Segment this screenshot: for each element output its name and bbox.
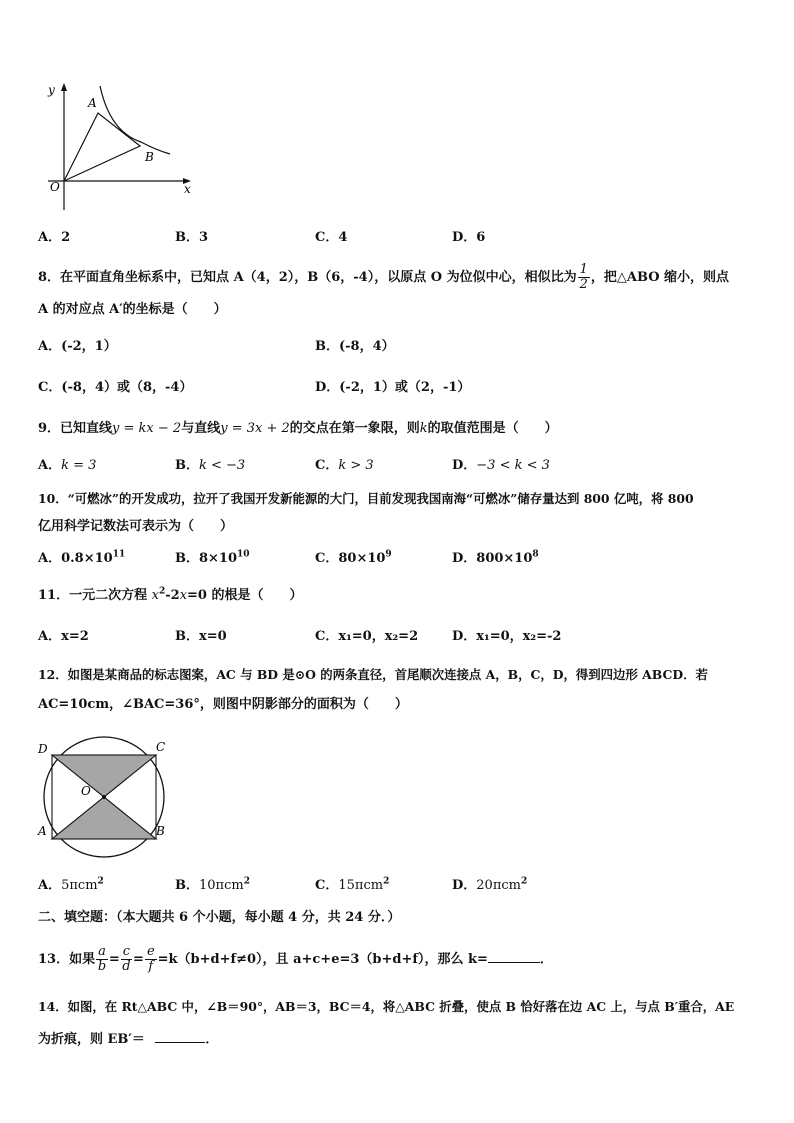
q7-figure (38, 80, 198, 215)
q13-text-end: ． (539, 952, 553, 967)
q11-exponent: 2 (158, 586, 166, 597)
q13-frac2-num: c (122, 944, 131, 959)
q11-text-post: =0 的根是（ ） (187, 588, 303, 603)
q12-option-d[interactable] (452, 877, 527, 895)
q8-text-pre: 8．在平面直角坐标系中，已知点 A（4，2），B（6，-4），以原点 O 为位似中心，相似比为 (38, 270, 577, 285)
q8-text-post: ，把△ABO 缩小，则点 (590, 270, 730, 285)
triangle-oab (64, 113, 140, 181)
q13-answer-blank[interactable] (488, 950, 540, 963)
q10-option-b-base: B．8×10 (175, 551, 238, 566)
q13-text-pre: 13．如果 (38, 952, 96, 967)
q8-stem-line1 (38, 263, 729, 292)
q13-frac-a-b (96, 945, 108, 974)
q12-option-c-exp: 2 (383, 876, 390, 887)
q8-ratio-fraction (578, 263, 590, 292)
q10-option-a[interactable] (38, 550, 125, 568)
point-b-label: B (156, 824, 165, 838)
q11-text-mid: -2 (165, 588, 180, 603)
q9-text-mid: 与直线 (181, 421, 221, 436)
q8-frac-den: 2 (579, 277, 588, 292)
q9-option-c-label: C． (315, 458, 339, 473)
point-b-label: B (145, 150, 154, 164)
point-a-label: A (38, 824, 47, 838)
q12-option-d-exp: 2 (520, 876, 528, 887)
q9-option-a-label: A． (38, 458, 62, 473)
q9-option-a[interactable] (38, 457, 96, 475)
q13-frac3-num: e (146, 944, 155, 959)
q8-option-d[interactable]: D．(-2，1）或（2，-1） (315, 380, 471, 395)
q10-option-c-exp: 9 (385, 549, 392, 560)
q13-frac-e-f (145, 945, 157, 974)
q12-option-b[interactable] (175, 877, 250, 895)
q8-frac-num: 1 (579, 262, 588, 277)
q14-stem-line1: 14．如图，在 Rt△ABC 中，∠B＝90°，AB＝3，BC＝4，将△ABC 折叠，使点 B 恰好落在边 AC 上，与点 B′重合，AE (38, 999, 735, 1014)
q12-option-c[interactable] (315, 877, 389, 895)
q9-option-a-math: k = 3 (61, 458, 97, 473)
q14-text-pre: 为折痕，则 EB′＝ (38, 1032, 145, 1047)
q12-option-b-label: B． (175, 878, 199, 893)
q9-option-c[interactable] (315, 457, 374, 475)
q11-text-pre: 11．一元二次方程 (38, 588, 152, 603)
q9-option-b-math: k < −3 (199, 458, 246, 473)
q10-option-c-base: C．80×10 (315, 551, 386, 566)
q10-stem-line2: 亿用科学记数法可表示为（ ） (38, 519, 234, 534)
q9-equation-2: y = 3x + 2 (220, 421, 290, 436)
q12-option-b-exp: 2 (243, 876, 250, 887)
q13-frac1-den: b (97, 959, 107, 974)
point-a-label: A (88, 96, 97, 110)
q12-option-b-val: 10πcm (199, 878, 244, 893)
q13-frac2-den: d (122, 959, 131, 974)
q12-option-d-label: D． (452, 878, 477, 893)
q13-frac3-den: f (148, 959, 154, 974)
q13-stem: 13．如果 $\frac{a}{b}$ = $\frac{c}{d}$ = $\frac{e}{f}$ =k（b+d+f≠0），且 a+c+e=3（b+d+f），那么 k= ． (38, 944, 553, 974)
q12-option-a[interactable] (38, 877, 104, 895)
q14-answer-blank[interactable] (155, 1030, 205, 1043)
q9-option-b[interactable] (175, 457, 245, 475)
q8-option-a[interactable]: A．(-2，1） (38, 339, 117, 354)
q12-stem-line2: AC=10cm，∠BAC=36°，则图中阴影部分的面积为（ ） (38, 697, 408, 712)
q9-equation-1: y = kx − 2 (112, 421, 182, 436)
q10-option-d-exp: 8 (532, 549, 539, 560)
q9-option-b-label: B． (175, 458, 199, 473)
q9-k-variable: k (419, 421, 428, 436)
q12-option-a-exp: 2 (97, 876, 104, 887)
q7-option-c[interactable]: C．4 (315, 230, 348, 245)
q12-option-c-val: 15πcm (338, 878, 384, 893)
q8-stem-line2: A 的对应点 A′的坐标是（ ） (38, 302, 227, 317)
point-c-label: C (156, 740, 166, 754)
q9-text-post: 的取值范围是（ ） (427, 421, 558, 436)
q14-text-end: ． (205, 1032, 219, 1047)
origin-label: O (50, 180, 60, 194)
q12-option-a-label: A． (38, 878, 62, 893)
q10-option-d-base: D．800×10 (452, 551, 533, 566)
q11-stem (38, 587, 303, 605)
shaded-triangle-bottom (52, 797, 156, 839)
q8-option-b[interactable]: B．(-8，4） (315, 339, 395, 354)
center-point (102, 795, 106, 799)
q10-option-b[interactable] (175, 550, 250, 568)
point-d-label: D (38, 742, 48, 756)
q10-option-b-exp: 10 (237, 549, 250, 560)
q11-option-a[interactable]: A．x=2 (38, 629, 89, 644)
q11-var-x: x (151, 588, 159, 603)
q12-option-c-label: C． (315, 878, 339, 893)
q12-figure (34, 735, 174, 860)
q7-option-d[interactable]: D．6 (452, 230, 486, 245)
q14-stem-line2 (38, 1030, 218, 1049)
q10-option-d[interactable] (452, 550, 539, 568)
q11-var-x2: x (179, 588, 188, 603)
q9-text-mid2: 的交点在第一象限，则 (289, 421, 420, 436)
q10-option-c[interactable] (315, 550, 392, 568)
q12-option-d-val: 20πcm (476, 878, 521, 893)
q13-text-post: =k（b+d+f≠0），且 a+c+e=3（b+d+f），那么 k= (157, 952, 488, 967)
q7-option-b[interactable]: B．3 (175, 230, 209, 245)
q9-option-d[interactable] (452, 457, 550, 475)
q9-stem (38, 420, 558, 438)
q10-stem-line1: 10．“可燃冰”的开发成功，拉开了我国开发新能源的大门，目前发现我国南海“可燃冰”储存量达到 800 亿吨，将 800 (38, 491, 694, 506)
q9-option-d-math: −3 < k < 3 (476, 458, 550, 473)
q7-option-a[interactable]: A．2 (38, 230, 71, 245)
q10-option-a-exp: 11 (112, 549, 126, 560)
q13-frac1-num: a (98, 944, 106, 959)
q11-option-b[interactable]: B．x=0 (175, 629, 227, 644)
point-o-label: O (81, 784, 91, 798)
y-axis-arrow (61, 83, 67, 91)
q8-option-c[interactable]: C．(-8，4）或（8，-4） (38, 380, 193, 395)
q9-option-c-math: k > 3 (338, 458, 374, 473)
q9-option-d-label: D． (452, 458, 477, 473)
y-label: y (48, 83, 55, 97)
section-2-heading: 二、填空题：（本大题共 6 个小题，每小题 4 分，共 24 分．） (38, 910, 401, 925)
q12-stem-line1: 12．如图是某商品的标志图案，AC 与 BD 是⊙O 的两条直径，首尾顺次连接点 A，B，C，D，得到四边形 ABCD．若 (38, 667, 708, 682)
hyperbola-curve (100, 86, 170, 154)
q11-option-d[interactable]: D．x₁=0，x₂=-2 (452, 629, 562, 644)
shaded-triangle-top (52, 755, 156, 797)
q13-frac-c-d (121, 945, 132, 974)
q11-option-c[interactable]: C．x₁=0，x₂=2 (315, 629, 419, 644)
q12-option-a-val: 5πcm (61, 878, 98, 893)
q10-option-a-base: A．0.8×10 (38, 551, 113, 566)
q9-text-pre: 9．已知直线 (38, 421, 113, 436)
x-label: x (184, 182, 191, 196)
